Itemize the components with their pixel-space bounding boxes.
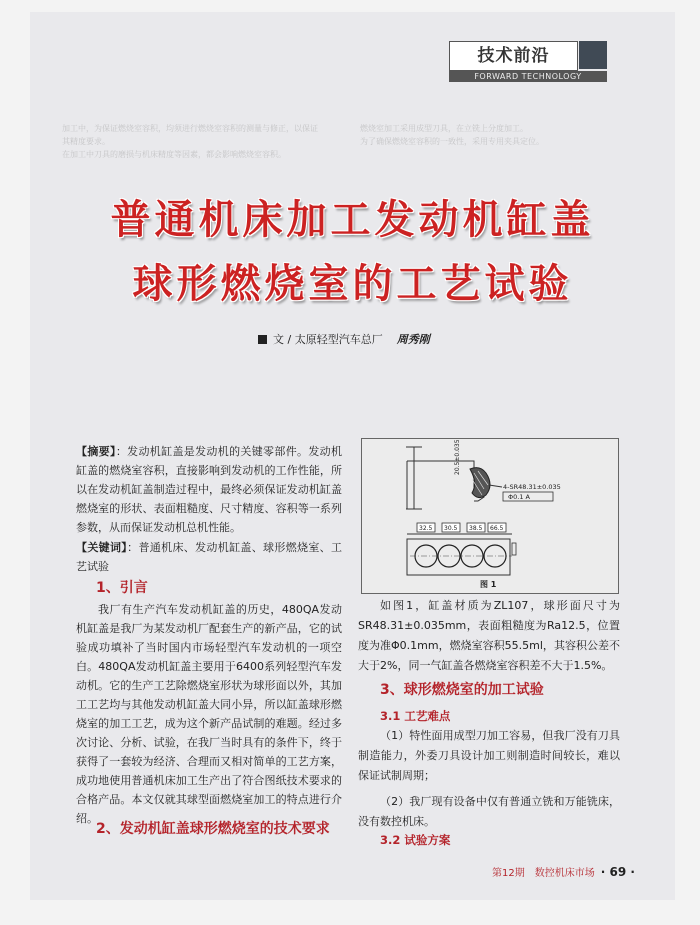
byline-square-icon [258, 335, 267, 344]
byline-author: 周秀刚 [396, 333, 430, 346]
dim-sphere-label: 4-SR48.31±0.035 [503, 483, 561, 491]
keywords-label: 【关键词】 [76, 541, 128, 554]
footer-issue: 第12期 数控机床市场 [492, 868, 595, 879]
section3-heading: 3、球形燃烧室的加工试验 [380, 682, 544, 698]
section2-heading: 2、发动机缸盖球形燃烧室的技术要求 [96, 821, 330, 837]
figure-description: 如图1，缸盖材质为ZL107，球形面尺寸为SR48.31±0.035mm，表面粗糙度为Ra12.5，位置度为准Φ0.1mm，燃烧室容积55.5ml，其容积公差不大于2%，同一气缸盖各燃烧室容积差不大于1.5%。 [358, 599, 620, 672]
dim-box-2: 30.5 [444, 525, 458, 532]
dim-vertical-label: 20.5±0.035 [454, 439, 461, 475]
tolerance-label: Φ0.1 A [508, 493, 530, 501]
title-line-2: 球形燃烧室的工艺试验 [132, 261, 573, 307]
keywords-text: ：普通机床、发动机缸盖、球形燃烧室、工艺试验 [76, 541, 343, 573]
section3-p1: （1）特性面用成型刀加工容易，但我厂没有刀具制造能力，外委刀具设计加工则制造时间较长，难以保证试制周期； [358, 729, 620, 782]
figure-1 [361, 438, 619, 594]
page-footer [492, 864, 635, 879]
section1-heading: 1、引言 [96, 580, 148, 596]
dim-box-3: 38.5 [469, 525, 483, 532]
dim-box-4: 66.5 [490, 525, 504, 532]
dim-box-1: 32.5 [419, 525, 433, 532]
abstract [76, 442, 342, 537]
section3-sub2: 3.2 试验方案 [380, 833, 451, 847]
cylinder-head-drawing [362, 439, 618, 593]
page-number: · 69 · [600, 865, 635, 879]
section-brand [449, 41, 607, 81]
bleed-text-left: 加工中，为保证燃烧室容积，均须进行燃烧室容积的测量与修正，以保证其精度要求。 在加工中刀具的磨损与机床精度等因素，都会影响燃烧室容积。 [62, 124, 318, 159]
section3-sub1: 3.1 工艺难点 [380, 709, 451, 723]
section1-body: 我厂有生产汽车发动机缸盖的历史，480QA发动机缸盖是我厂为某发动机厂配套生产的新产品，它的试验成功填补了当时国内市场轻型汽车发动机的一项空白。480QA发动机缸盖主要用于6400系列轻型汽车发动机。它的生产工艺除燃烧室形状为球形面以外，其加工工艺均与其他发动机缸盖大同小异，所以缸盖球形燃烧室的加工工艺，成为这个新产品试制的难题。经过多次讨论、分析、试验，在我厂当时具有的条件下，终于获得了一套较为经济、合理而又相对简单的工艺方案，成功地使用普通机床加工生产出了符合图纸技术要求的合格产品。本文仅就其球型面燃烧室加工的特点进行介绍。 [76, 603, 342, 825]
brand-subtitle: FORWARD TECHNOLOGY [449, 71, 607, 82]
abstract-label: 【摘要】 [76, 445, 116, 458]
keywords [76, 538, 342, 576]
bleed-text-right: 燃烧室加工采用成型刀具，在立铣上分度加工。 为了确保燃烧室容积的一致性，采用专用夹具定位。 [360, 124, 544, 146]
byline-prefix: 文 / 太原轻型汽车总厂 [273, 333, 383, 346]
title-line-1: 普通机床加工发动机缸盖 [110, 197, 595, 243]
article-title [30, 180, 675, 320]
brand-title: 技术前沿 [449, 41, 578, 71]
section3-p2: （2）我厂现有设备中仅有普通立铣和万能铣床，没有数控机床。 [358, 795, 620, 828]
brand-square [579, 41, 607, 69]
abstract-text: ：发动机缸盖是发动机的关键零部件。发动机缸盖的燃烧室容积，直接影响到发动机的工作性能，所以在发动机缸盖制造过程中，最终必须保证发动机缸盖燃烧室的形状、表面粗糙度、尺寸精度、容积等一系列参数，从而保证发动机总机性能。 [76, 445, 343, 534]
figure-caption: 图 1 [480, 580, 497, 589]
byline [258, 331, 430, 347]
